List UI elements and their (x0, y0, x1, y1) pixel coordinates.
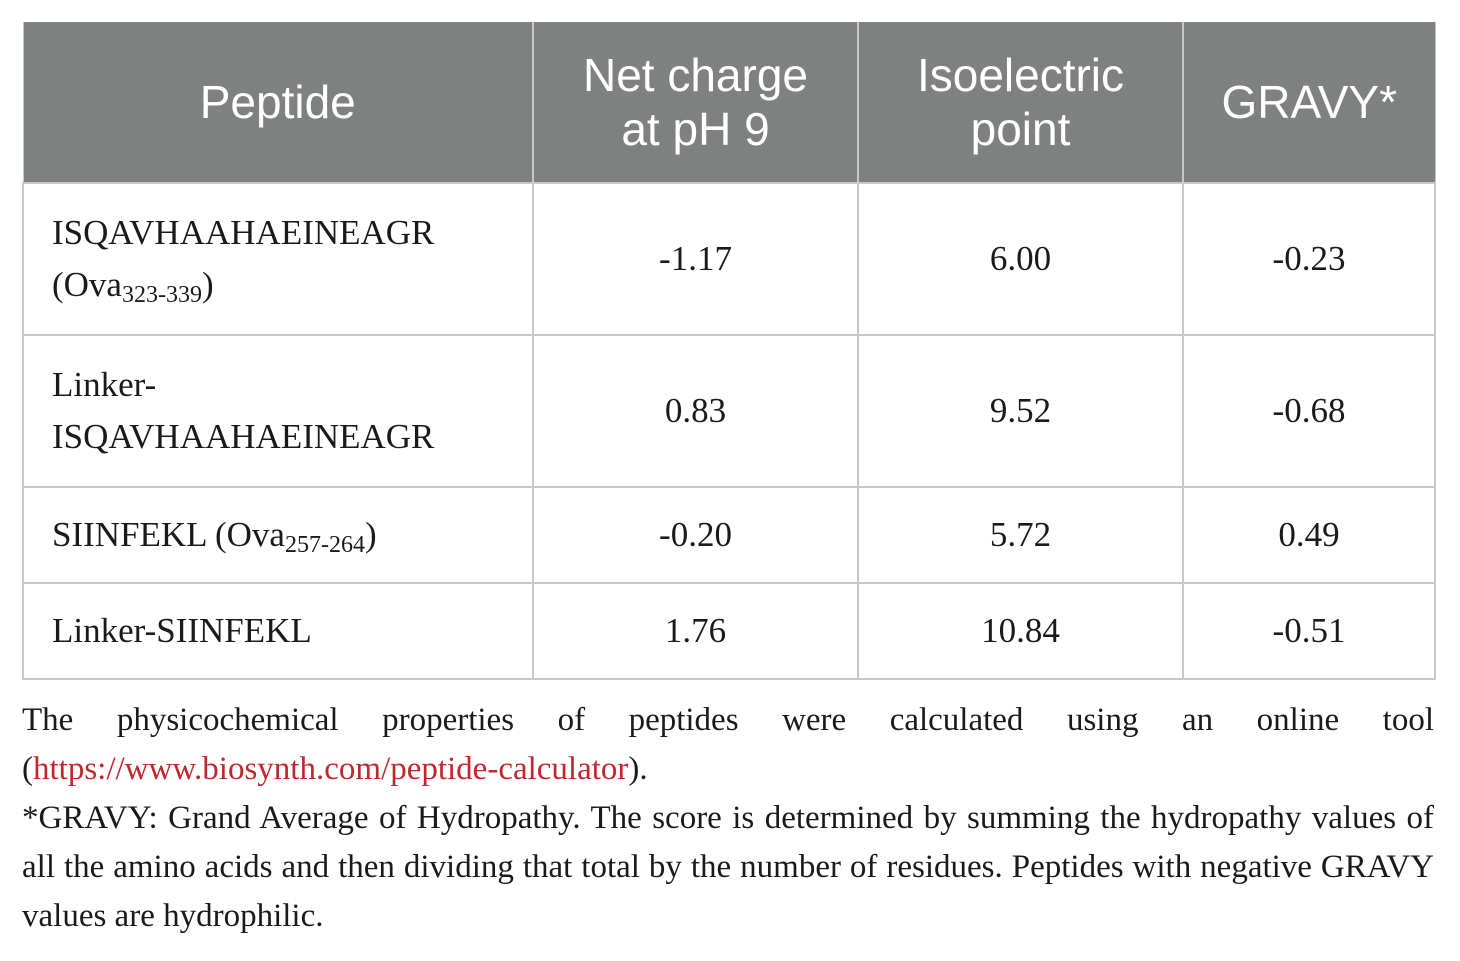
gravy-cell: -0.23 (1183, 183, 1435, 335)
header-net-charge: Net charge at pH 9 (533, 22, 858, 183)
peptide-linker-prefix: Linker- (52, 365, 157, 404)
isoelectric-point-cell: 5.72 (858, 487, 1183, 583)
peptide-cell (23, 335, 533, 487)
header-gravy: GRAVY* (1183, 22, 1435, 183)
peptide-annotation-close: ) (364, 515, 377, 554)
table-row (23, 487, 1435, 583)
footnote-source-close: ). (628, 751, 648, 787)
peptide-cell: Linker-SIINFEKL (23, 583, 533, 679)
gravy-cell: -0.51 (1183, 583, 1435, 679)
footnote-source-text: The physicochemical properties of peptides were calculated using an online tool ( (22, 702, 1434, 787)
peptide-calculator-link[interactable]: https://www.biosynth.com/peptide-calculator (33, 751, 629, 787)
table-row (23, 583, 1435, 679)
peptide-properties-table (22, 22, 1436, 680)
header-peptide: Peptide (23, 22, 533, 183)
table-row (23, 335, 1435, 487)
peptide-sequence: ISQAVHAAHAEINEAGR (52, 417, 435, 456)
peptide-sequence: SIINFEKL (Ova (52, 515, 285, 554)
isoelectric-point-cell: 9.52 (858, 335, 1183, 487)
peptide-cell (23, 487, 533, 583)
gravy-cell: -0.68 (1183, 335, 1435, 487)
isoelectric-point-cell: 10.84 (858, 583, 1183, 679)
net-charge-cell: 0.83 (533, 335, 858, 487)
header-isoelectric-point: Isoelectric point (858, 22, 1183, 183)
peptide-sequence: ISQAVHAAHAEINEAGR (52, 213, 435, 252)
net-charge-cell: -0.20 (533, 487, 858, 583)
net-charge-cell: -1.17 (533, 183, 858, 335)
net-charge-cell: 1.76 (533, 583, 858, 679)
peptide-annotation-open: (Ova (52, 265, 122, 304)
peptide-residue-range: 257-264 (284, 532, 365, 558)
peptide-annotation-close: ) (201, 265, 214, 304)
peptide-residue-range: 323-339 (121, 282, 202, 308)
gravy-cell: 0.49 (1183, 487, 1435, 583)
isoelectric-point-cell: 6.00 (858, 183, 1183, 335)
table-footnotes (22, 696, 1434, 941)
table-container (22, 22, 1434, 941)
table-header-row (23, 22, 1435, 183)
footnote-gravy: *GRAVY: Grand Average of Hydropathy. The score is determined by summing the hydropathy values of all the amino acids and then dividing that total by the number of residues. Peptides with negative GRAVY values are hydrophilic. (22, 800, 1434, 934)
footnote-source (22, 696, 1434, 794)
table-row (23, 183, 1435, 335)
peptide-cell (23, 183, 533, 335)
